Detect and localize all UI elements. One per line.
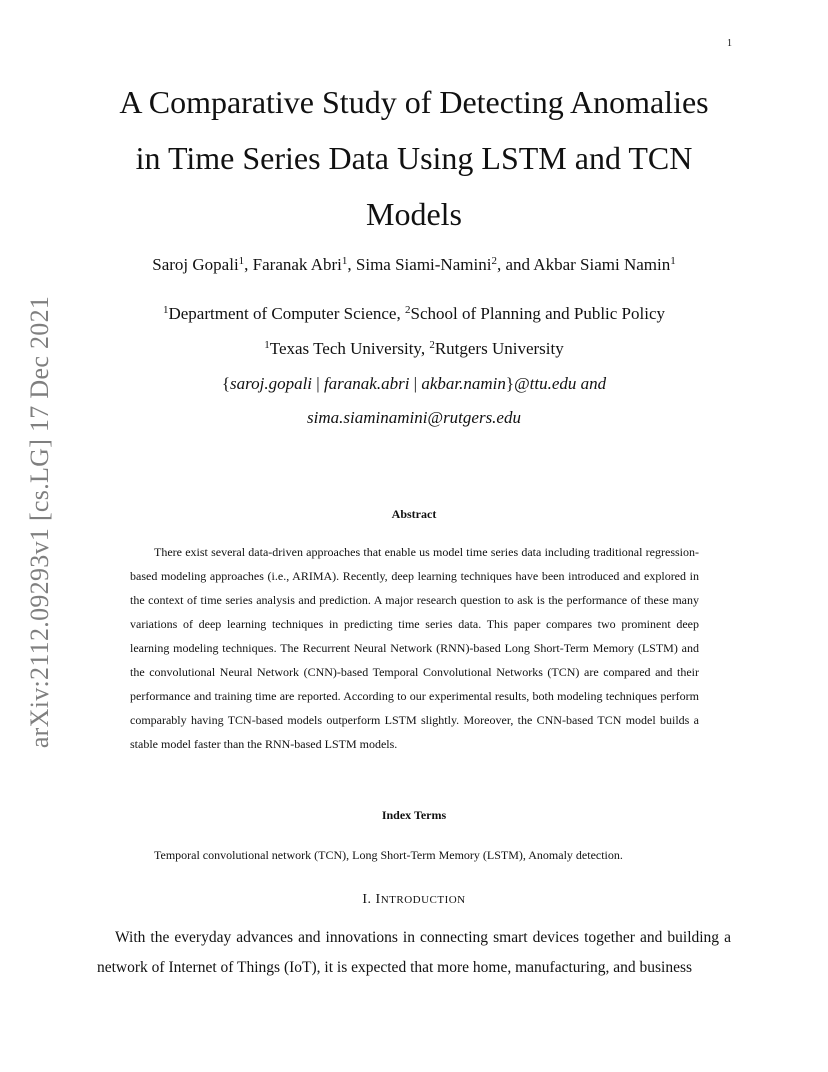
arxiv-side-stamp: arXiv:2112.09293v1 [cs.LG] 17 Dec 2021 xyxy=(25,295,54,749)
author-separator: , and xyxy=(496,255,534,274)
brace-close: } xyxy=(505,374,515,393)
author-affiliation-mark: 2 xyxy=(491,255,497,267)
title-line: in Time Series Data Using LSTM and TCN xyxy=(135,140,693,176)
email-domain: @ttu.edu and xyxy=(514,374,607,393)
email-user: faranak.abri xyxy=(323,374,410,393)
author-emails xyxy=(90,370,738,398)
author-affiliation-mark: 1 xyxy=(238,255,245,267)
introduction-paragraph: With the everyday advances and innovations in connecting smart devices together and building a network of Internet of Things (IoT), it is expected that more home, manufacturing, and business xyxy=(97,929,731,976)
email-separator: | xyxy=(312,374,324,393)
section-heading-introduction xyxy=(90,892,738,908)
author-separator: , xyxy=(244,255,253,274)
index-terms-text: Temporal convolutional network (TCN), Long Short-Term Memory (LSTM), Anomaly detection. xyxy=(154,848,623,862)
affiliation-universities xyxy=(90,335,738,363)
author-list xyxy=(90,251,738,279)
author-affiliation-mark: 1 xyxy=(341,255,348,267)
brace-open: { xyxy=(221,374,230,393)
university-name: Rutgers University xyxy=(434,339,564,358)
author-name: Saroj Gopali xyxy=(152,255,239,274)
title-line: A Comparative Study of Detecting Anomalies xyxy=(119,84,709,120)
section-title-rest: NTRODUCTION xyxy=(380,894,466,906)
author-separator: , xyxy=(347,255,356,274)
page-number: 1 xyxy=(727,38,732,49)
index-terms-heading: Index Terms xyxy=(381,808,447,822)
paper-title xyxy=(90,74,738,242)
email-user: saroj.gopali xyxy=(230,374,313,393)
university-name: Texas Tech University, xyxy=(269,339,430,358)
title-line: Models xyxy=(366,196,462,232)
affiliation-mark: 1 xyxy=(162,304,169,316)
author-affiliation-mark: 1 xyxy=(670,255,676,267)
author-name: Sima Siami-Namini xyxy=(355,255,492,274)
email-user: akbar.namin xyxy=(421,374,506,393)
department-name: Department of Computer Science, xyxy=(168,304,405,323)
section-title-initial: I xyxy=(375,892,381,907)
abstract-text: There exist several data-driven approaches that enable us model time series data including traditional regression-based modeling approaches (i.e., ARIMA). Recently, deep learning techniques have been introduced and explored in the context of time series analysis and prediction. A major research question to ask is the performance of these many variations of deep learning techniques in predicting time series data. This paper compares two prominent deep learning modeling techniques. The Recurrent Neural Network (RNN)-based Long Short-Term Memory (LSTM) and the convolutional Neural Network (CNN)-based Temporal Convolutional Networks (TCN) are compared and their performance and training time are reported. According to our experimental results, both modeling techniques perform comparably having TCN-based models outperform LSTM slightly. Moreover, the CNN-based TCN model builds a stable model faster than the RNN-based LSTM models. xyxy=(130,545,699,751)
affiliation-mark: 2 xyxy=(429,339,435,351)
author-name: Faranak Abri xyxy=(252,255,342,274)
author-name: Akbar Siami Namin xyxy=(533,255,671,274)
abstract-heading: Abstract xyxy=(391,507,437,521)
affiliation-mark: 2 xyxy=(404,304,411,316)
author-email-second: sima.siaminamini@rutgers.edu xyxy=(307,408,521,427)
affiliation-mark: 1 xyxy=(264,339,270,351)
section-number: I. xyxy=(362,892,376,907)
affiliation-departments xyxy=(90,300,738,328)
email-separator: | xyxy=(409,374,422,393)
department-name: School of Planning and Public Policy xyxy=(410,304,666,323)
